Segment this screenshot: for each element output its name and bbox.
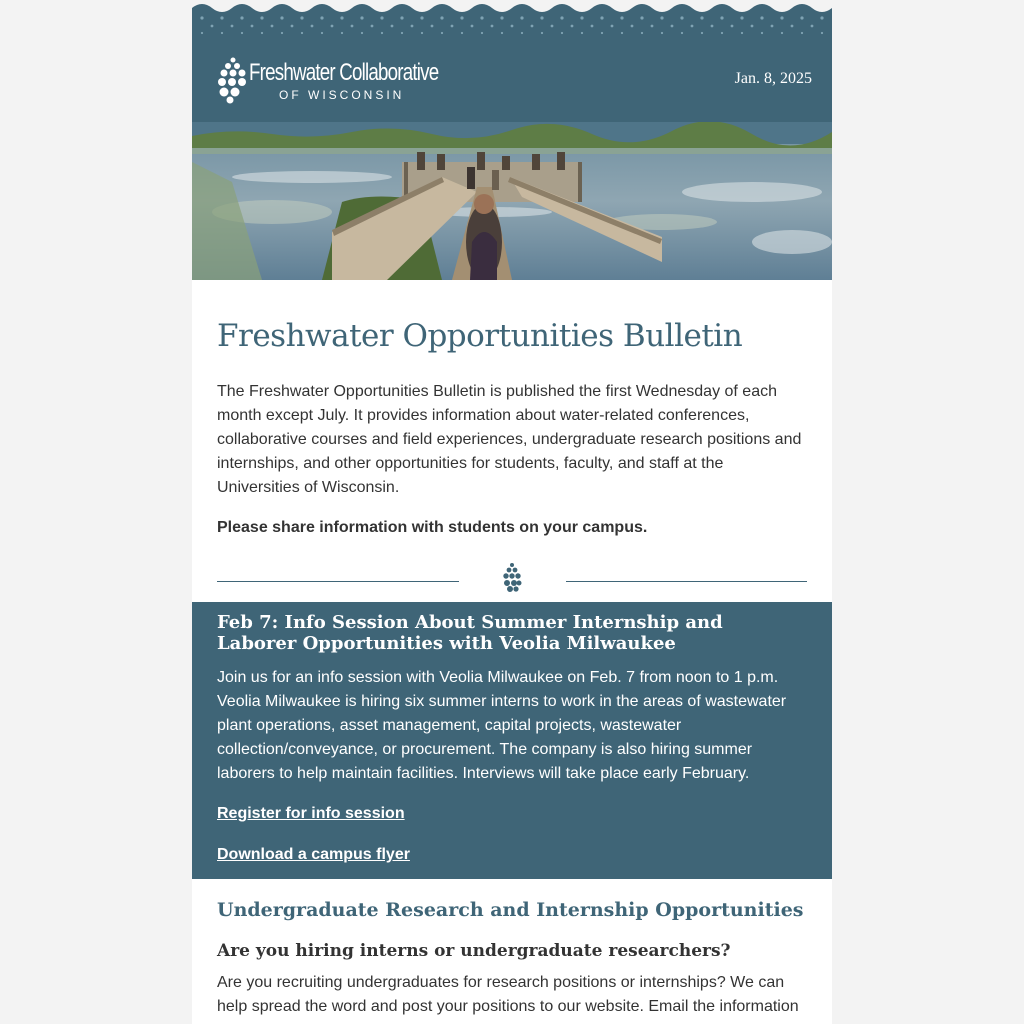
hero-image <box>192 122 832 280</box>
water-droplets-logo-icon <box>216 56 250 104</box>
share-note: Please share information with students on your campus. <box>217 519 648 536</box>
research-section <box>192 899 832 1019</box>
featured-event-body: Join us for an info session with Veolia Milwaukee on Feb. 7 from noon to 1 p.m. Veolia Milwaukee is hiring six summer interns to work in the areas of wastewater plant operations, asset management, capital projects, wastewater collection/conveyance, or procurement. The company is also hiring summer laborers to help maintain facilities. Interviews will take place early February. <box>217 669 787 782</box>
issue-date: Jan. 8, 2025 <box>734 70 812 87</box>
boardwalk-lake-photo <box>192 122 832 280</box>
research-section-title: Undergraduate Research and Internship Opportunities <box>217 899 804 921</box>
page-title: Freshwater Opportunities Bulletin <box>217 318 743 354</box>
newsletter-email <box>192 0 832 1024</box>
divider-line-right <box>566 581 807 582</box>
download-campus-flyer-link[interactable]: Download a campus flyer <box>217 846 410 863</box>
newsletter-header <box>192 0 832 122</box>
hiring-question-heading: Are you hiring interns or undergraduate researchers? <box>217 941 731 961</box>
hiring-paragraph: Are you recruiting undergraduates for research positions or internships? We can help spread the word and post your positions to our website. Email the information <box>217 974 799 1015</box>
wave-border-decoration <box>192 0 832 40</box>
register-info-session-link[interactable]: Register for info session <box>217 805 405 822</box>
intro-section <box>192 318 832 602</box>
water-droplets-divider-icon <box>501 562 523 594</box>
divider-line-left <box>217 581 459 582</box>
section-divider <box>217 562 807 602</box>
logo-subtitle: OF WISCONSIN <box>279 88 405 102</box>
featured-event-band <box>192 602 832 879</box>
logo-wordmark: Freshwater Collaborative <box>249 59 439 86</box>
intro-paragraph: The Freshwater Opportunities Bulletin is published the first Wednesday of each month except July. It provides information about water-related conferences, collaborative courses and field experiences, undergraduate research positions and internships, and other opportunities for students, faculty, and staff at the Universities of Wisconsin. <box>217 383 802 496</box>
featured-event-heading: Feb 7: Info Session About Summer Internship and Laborer Opportunities with Veolia Milwaukee <box>217 612 723 654</box>
